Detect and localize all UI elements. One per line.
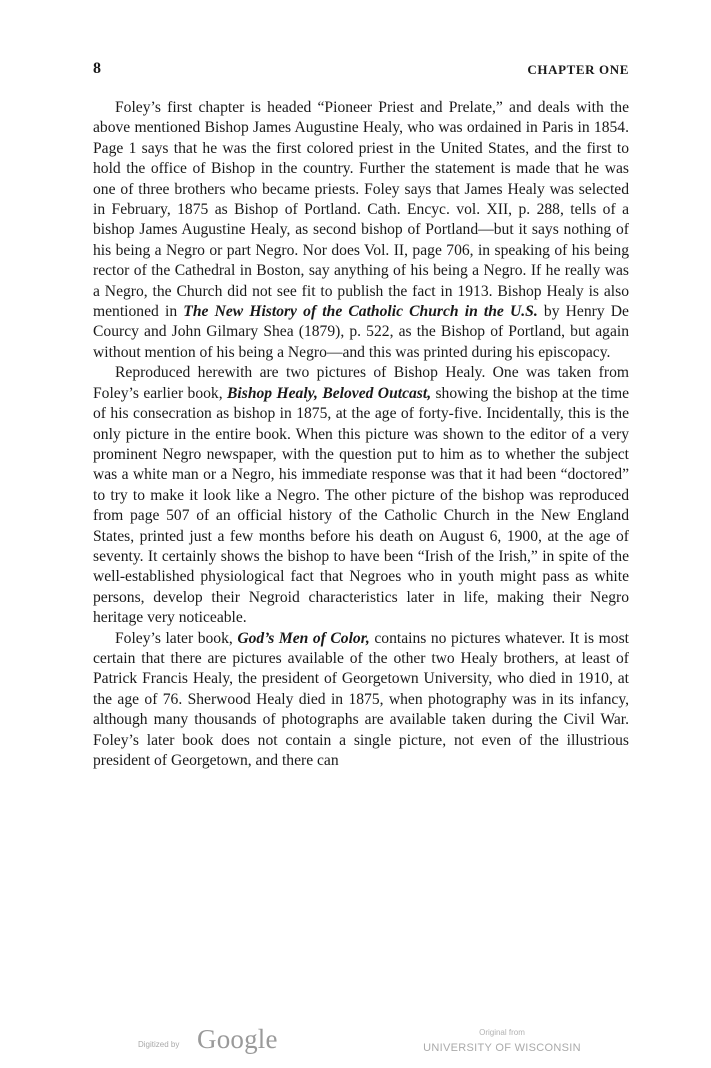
page-header (93, 60, 629, 80)
book-title-new-history: The New History of the Catholic Church in the U.S. (183, 303, 538, 321)
paragraph-3 (93, 629, 629, 772)
paragraph-2-text-a: Reproduced herewith are two pictures of Bishop Healy. One was taken from Foley’s earlier book, (93, 364, 629, 402)
book-title-beloved-outcast: Bishop Healy, Beloved Outcast, (227, 384, 432, 402)
digitization-footer (0, 1022, 711, 1062)
paragraph-2 (93, 363, 629, 628)
body-text (93, 98, 629, 771)
paragraph-1-text-b: by Henry De Courcy and John Gilmary Shea (1879), p. 522, as the Bishop of Portland, but again without mention of his being a Negro—and this was printed during his episcopacy. (93, 303, 629, 361)
university-label: UNIVERSITY OF WISCONSIN (423, 1042, 581, 1054)
book-title-gods-men-of-color: God’s Men of Color, (237, 629, 370, 647)
page-number: 8 (93, 60, 101, 77)
google-logo: Google (197, 1024, 278, 1054)
paragraph-3-text-a: Foley’s later book, (115, 629, 238, 647)
original-from-label: Original from (479, 1028, 525, 1037)
paragraph-2-text-b: showing the bishop at the time of his consecration as bishop in 1875, at the age of forty-five. Incidentally, this is the only picture in the entire book. When this picture was shown to the editor of a very prominent Negro newspaper, with the question put to him as to whether the subject was a white man or a Negro, his immediate response was that it had been “doctored” to try to make it look like a Negro. The other picture of the bishop was reproduced from page 507 of an official history of the Catholic Church in the New England States, printed just a few months before his death on August 6, 1900, at the age of seventy. It certainly shows the bishop to have been “Irish of the Irish,” in spite of the well-established physiological fact that Negroes who in youth might pass as white persons, develop their Negroid characteristics later in life, making their Negro heritage very noticeable. (93, 384, 629, 627)
digitized-by-label: Digitized by (138, 1040, 180, 1049)
paragraph-3-text-b: contains no pictures whatever. It is most certain that there are pictures available of the other two Healy brothers, at least of Patrick Francis Healy, the president of Georgetown University, who died in 1910, at the age of 76. Sherwood Healy died in 1875, when photography was in its infancy, although many thousands of photographs are available taken during the Civil War. Foley’s later book does not contain a single picture, not even of the illustrious president of Georgetown, and there can (93, 629, 629, 769)
paragraph-1 (93, 98, 629, 363)
running-head: CHAPTER ONE (527, 62, 629, 77)
paragraph-1-text-a: Foley’s first chapter is headed “Pioneer Priest and Prelate,” and deals with the above mentioned Bishop James Augustine Healy, who was ordained in Paris in 1854. Page 1 says that he was the first colored priest in the United States, and the first to hold the office of Bishop in the country. Further the statement is made that he was one of three brothers who became priests. Foley says that James Healy was selected in February, 1875 as Bishop of Portland. Cath. Encyc. vol. XII, p. 288, tells of a bishop James Augustine Healy, as second bishop of Portland—but it says nothing of his being a Negro or part Negro. Nor does Vol. II, page 706, in speaking of his being rector of the Cathedral in Boston, say anything of his being a Negro. If he really was a Negro, the Church did not see fit to publish the fact in 1913. Bishop Healy is also mentioned in (93, 99, 629, 321)
